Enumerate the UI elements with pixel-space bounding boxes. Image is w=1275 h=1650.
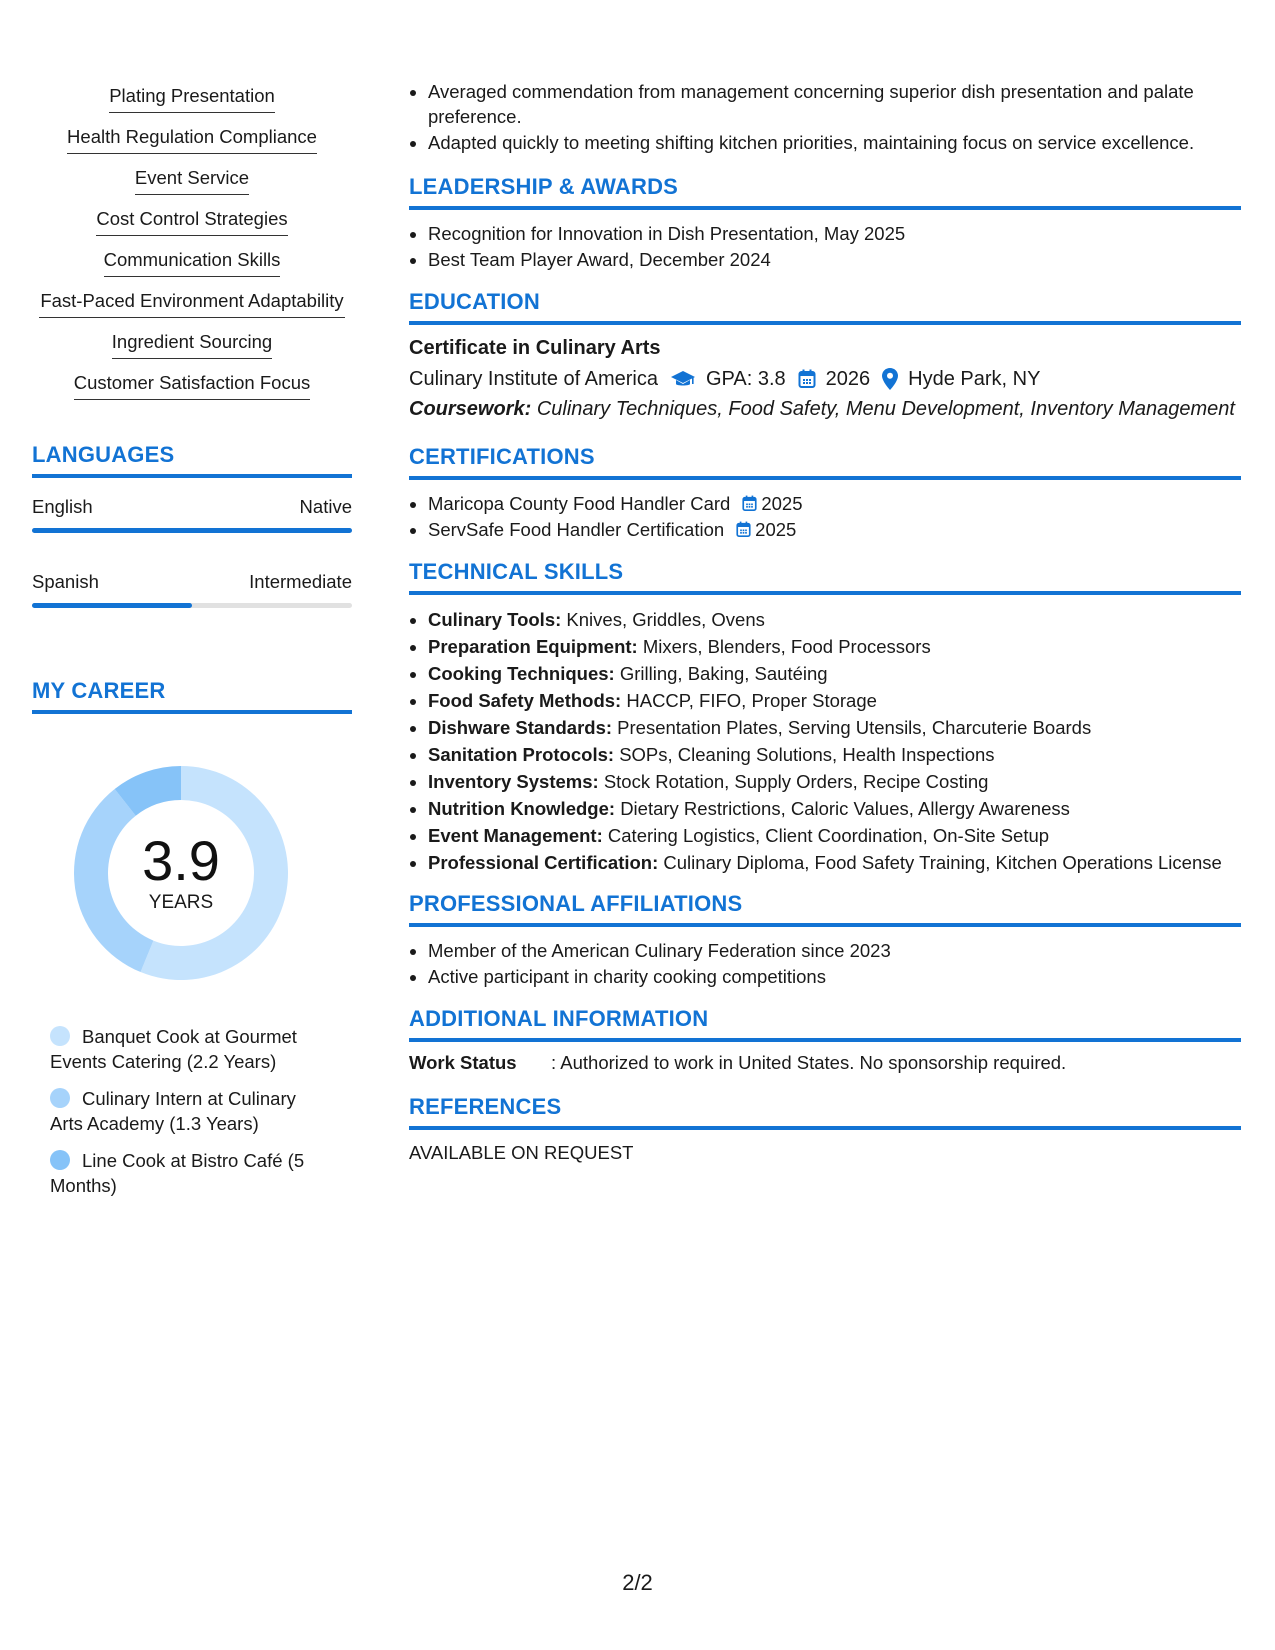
legend-label: Line Cook at Bistro Café (5 Months) [50, 1150, 305, 1196]
certification-name: Maricopa County Food Handler Card [428, 492, 731, 514]
affiliations-heading: PROFESSIONAL AFFILIATIONS [409, 891, 1241, 927]
career-legend [50, 1024, 320, 1198]
technical-skill-item: • Nutrition Knowledge: Dietary Restrictions, Caloric Values, Allergy Awareness [428, 796, 1241, 821]
work-status-label: Work Status [409, 1051, 517, 1073]
legend-swatch [50, 1026, 70, 1046]
left-column [32, 84, 352, 1210]
coursework [409, 394, 1241, 424]
additional-info-section [409, 1006, 1241, 1074]
skill-item: Customer Satisfaction Focus [74, 371, 310, 400]
technical-skill-item: • Inventory Systems: Stock Rotation, Supply Orders, Recipe Costing [428, 769, 1241, 794]
certification-item [428, 518, 1241, 543]
career-total-unit: YEARS [148, 892, 214, 913]
references-heading: REFERENCES [409, 1094, 1241, 1130]
languages-heading: LANGUAGES [32, 442, 352, 478]
affiliations-list [409, 939, 1241, 990]
education-section [409, 289, 1241, 424]
language-bar-fill [32, 603, 192, 608]
legend-swatch [50, 1088, 70, 1108]
skill-item: Fast-Paced Environment Adaptability [39, 289, 345, 318]
technical-skill-item: • Dishware Standards: Presentation Plates, Serving Utensils, Charcuterie Boards [428, 715, 1241, 740]
calendar-icon [736, 521, 751, 538]
language-bar-track [32, 528, 352, 533]
experience-bullet: • Adapted quickly to meeting shifting kitchen priorities, maintaining focus on service excellence. [428, 131, 1241, 156]
career-donut-chart [66, 758, 296, 988]
graduation-year: 2026 [825, 367, 871, 390]
technical-skills-section [409, 559, 1241, 875]
certification-year: 2025 [755, 519, 797, 540]
skill-item: Ingredient Sourcing [112, 330, 272, 359]
skill-item: Cost Control Strategies [96, 207, 287, 236]
work-status-value: : Authorized to work in United States. No sponsorship required. [551, 1051, 1067, 1073]
education-heading: EDUCATION [409, 289, 1241, 325]
coursework-list: Culinary Techniques, Food Safety, Menu Development, Inventory Management [536, 397, 1235, 420]
graduation-cap-icon [670, 369, 696, 389]
technical-skill-item: • Professional Certification: Culinary Diploma, Food Safety Training, Kitchen Operations License [428, 850, 1241, 875]
legend-label: Culinary Intern at Culinary Arts Academy (1.3 Years) [50, 1088, 296, 1134]
legend-label: Banquet Cook at Gourmet Events Catering (2.2 Years) [50, 1026, 297, 1072]
language-bar-fill [32, 528, 352, 533]
language-level: Native [299, 496, 352, 517]
certifications-section [409, 444, 1241, 543]
references-text: AVAILABLE ON REQUEST [409, 1141, 634, 1163]
skill-item: Health Regulation Compliance [67, 125, 317, 154]
career-section [32, 678, 352, 1198]
skill-item: Event Service [135, 166, 249, 195]
career-heading: MY CAREER [32, 678, 352, 714]
gpa: GPA: 3.8 [706, 367, 786, 390]
certifications-heading: CERTIFICATIONS [409, 444, 1241, 480]
leadership-item: • Best Team Player Award, December 2024 [428, 248, 1241, 273]
technical-skill-item: • Cooking Techniques: Grilling, Baking, Sautéing [428, 661, 1241, 686]
references-section [409, 1094, 1241, 1164]
calendar-icon [742, 495, 757, 512]
technical-skills-list [409, 607, 1241, 875]
legend-swatch [50, 1150, 70, 1170]
language-bar-track [32, 603, 352, 608]
technical-skill-item: • Food Safety Methods: HACCP, FIFO, Proper Storage [428, 688, 1241, 713]
skill-item: Plating Presentation [109, 84, 275, 113]
degree-title: Certificate in Culinary Arts [409, 336, 661, 359]
education-details [409, 364, 1241, 394]
technical-skills-heading: TECHNICAL SKILLS [409, 559, 1241, 595]
legend-item [50, 1148, 320, 1198]
page-number: 2/2 [622, 1570, 653, 1595]
certification-name: ServSafe Food Handler Certification [428, 519, 725, 540]
technical-skill-item: • Preparation Equipment: Mixers, Blenders, Food Processors [428, 634, 1241, 659]
language-name: Spanish [32, 571, 99, 592]
calendar-icon [798, 369, 816, 389]
location-pin-icon [882, 368, 898, 390]
school-location: Hyde Park, NY [908, 367, 1041, 390]
affiliation-item: • Active participant in charity cooking competitions [428, 965, 1241, 990]
language-spanish [32, 571, 352, 608]
language-english [32, 496, 352, 533]
experience-bullets [409, 80, 1241, 156]
skill-item: Communication Skills [104, 248, 281, 277]
career-total-years: 3.9 [142, 829, 220, 892]
affiliations-section [409, 891, 1241, 990]
affiliation-item: • Member of the American Culinary Federation since 2023 [428, 939, 1241, 964]
certification-year: 2025 [761, 492, 803, 514]
leadership-heading: LEADERSHIP & AWARDS [409, 174, 1241, 210]
school-name: Culinary Institute of America [409, 367, 658, 390]
leadership-section [409, 174, 1241, 273]
leadership-list [409, 222, 1241, 273]
legend-item [50, 1024, 320, 1074]
leadership-item: • Recognition for Innovation in Dish Presentation, May 2025 [428, 222, 1241, 247]
technical-skill-item: • Event Management: Catering Logistics, Client Coordination, On-Site Setup [428, 823, 1241, 848]
language-level: Intermediate [249, 571, 352, 592]
coursework-label: Coursework: [409, 397, 532, 420]
certifications-list [409, 492, 1241, 543]
languages-section [32, 442, 352, 608]
language-name: English [32, 496, 93, 517]
certification-item [428, 492, 1241, 517]
right-column [409, 80, 1241, 1164]
work-status-row [409, 1052, 1241, 1074]
technical-skill-item: • Culinary Tools: Knives, Griddles, Ovens [428, 607, 1241, 632]
skills-list [32, 84, 352, 400]
technical-skill-item: • Sanitation Protocols: SOPs, Cleaning Solutions, Health Inspections [428, 742, 1241, 767]
legend-item [50, 1086, 320, 1136]
additional-info-heading: ADDITIONAL INFORMATION [409, 1006, 1241, 1042]
experience-bullet: • Averaged commendation from management concerning superior dish presentation and palate preference. [428, 80, 1241, 129]
